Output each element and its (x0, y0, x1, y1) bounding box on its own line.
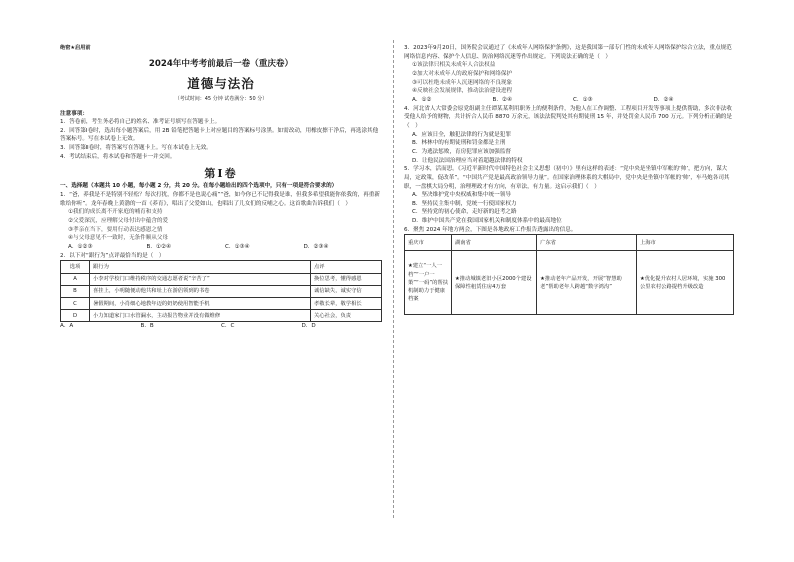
q2-choice-c: C．C (221, 323, 235, 330)
question-5-stem: 5．学习本，活而思。《习近平新时代中国特色社会主义思想（初中）》里有这样的表述：“党中央是坐镇中军帐的‘帅’，把方向，谋大局，定政策，促改革”。“中国共产党是最高政治领导力量”。在国家治理体系的大棋局中，党中央是坐镇中军帐的‘帅’，车马炮各司其职，一盘棋大局分明，治理理政才有方向，有章法，有力量。这启示我们（ ） (404, 166, 730, 190)
volume-heading: 第Ⅰ卷 (204, 167, 238, 181)
table-header: 重庆市 (405, 235, 452, 251)
note-item: 3．回答第Ⅱ卷时，将答案写在答题卡上。写在本试卷上无效。 (60, 145, 212, 152)
table-cell: B (61, 285, 90, 297)
table-cell: ★推动老年产品开发，开展“智慧助老”帮助老年人跨越“数字鸿沟” (537, 251, 637, 315)
table-row (61, 285, 382, 297)
q3-option: ②加大对未成年人的政府保护和网络保护 (412, 70, 513, 77)
secret-mark: 绝密★启用前 (60, 45, 91, 51)
table-header: 上海市 (636, 235, 733, 251)
note-item: 1．答卷前，考生务必将自己的姓名、准考证号填写在答题卡上。 (60, 119, 221, 126)
q1-option: ②父爱深沉，应理解父母付出中蕴含的爱 (68, 218, 169, 225)
table-cell: A (61, 273, 90, 285)
table-row (61, 298, 382, 310)
column-divider (393, 40, 394, 518)
q3-choice-d: D．②④ (653, 96, 674, 103)
q1-option: ④与父母意见不一致时，无条件顺从父母 (68, 235, 169, 242)
q1-choice-b: B．①②④ (146, 244, 171, 251)
q1-option: ①我们的成长离不开家庭的哺育和支持 (68, 209, 163, 216)
table-header: 广东省 (537, 235, 637, 251)
table-row (405, 251, 734, 315)
q5-option-d: D．维护中国共产党在我国国家机关和制度体系中的最高地位 (412, 218, 562, 225)
q1-option: ③孝亲在当下，要用行动表达感恩之情 (68, 226, 163, 233)
q6-table (404, 234, 734, 315)
table-cell: C (61, 298, 90, 310)
q3-choice-c: C．①③ (573, 96, 593, 103)
q3-choice-b: B．②④ (492, 96, 512, 103)
q3-option: ③可以杜绝未成年人沉迷网络的不良现象 (412, 79, 513, 86)
question-4-stem: 4．河北省人大常委会原党组副主任谭某某利用职务上的便利条件，为他人在工作调整、工程项目开发等事项上提供帮助，多次非法收受他人给予的财物，共计折合人民币 8870 万余元，该法法院判处其有期徒刑 15 年，并处罚金人民币 700 万元。下列分析正确的是（ ） (404, 105, 732, 129)
note-item: 4．考试结束后，将本试卷和答题卡一并交回。 (60, 153, 176, 160)
notes-heading: 注意事项： (60, 110, 88, 117)
q3-option: ④反映社会发展规律，推动法治建设进程 (412, 88, 513, 95)
q2-choice-b: B．B (140, 323, 154, 330)
table-cell: 关心社会，负责 (311, 310, 382, 322)
question-3-stem: 3．2023年9月20日，国务院会议通过了《未成年人网络保护条例》，这是我国第一部专门性的未成年人网络保护综合立法，重点规范网络信息内容、保护个人信息、防治网络沉迷等作出规定。下列说法正确的是（ ） (404, 45, 732, 60)
question-6-stem: 6．聚焦 2024 年地方两会，下图是各地政府工作报告透露出的信息。 (404, 226, 577, 233)
table-cell: 小李对学校门口维持秩序的交通志愿者说“辛苦了” (90, 273, 311, 285)
table-row (61, 310, 382, 322)
right-column (404, 44, 734, 315)
q5-option-b: B．坚持民主集中制，党统一行使国家权力 (412, 200, 517, 207)
table-cell: D (61, 310, 90, 322)
q1-choice-d: D．②③④ (303, 244, 329, 251)
table-cell: 孝敬长辈，敬学相长 (311, 298, 382, 310)
table-header-row (405, 235, 734, 251)
section-heading: 一、选择题（本题共 10 小题，每小题 2 分，共 20 分。在每小题给出的四个选项中，只有一项是符合要求的） (60, 183, 338, 190)
table-header: 点评 (311, 261, 382, 273)
table-header-row (61, 261, 382, 273)
q2-table (60, 260, 382, 322)
table-cell: 诚信缺失，诚实守信 (311, 285, 382, 297)
table-cell: 换位思考，懂得感恩 (311, 273, 382, 285)
note-item: 2．回答第Ⅰ卷时，选出每小题答案后，用 2B 铅笔把答题卡上对应题目的答案标号涂黑。如需改动，用橡皮擦干净后，再选涂其他答案标号。写在本试卷上无效。 (60, 127, 379, 143)
table-header: 湖南省 (452, 235, 537, 251)
q5-option-c: C．坚持党的初心使命，走好新的赶考之路 (412, 209, 517, 216)
question-1-stem: 1．“爸，养我是不是特别不轻松？每次打扰，你都不是也说心痛”“爸，如今你已不记得我是谁，但我多希望我能你依我的，再重新歌给你听”。龙年春晚上黄渤的一首《养育》，唱出了父爱如山，也唱出了儿女们的反哺之心。这首歌曲告诉我们（ ） (60, 192, 380, 207)
table-cell: ★建立“一人一档”“一户一策”“一码”的帮扶机制助力于健康档案 (405, 251, 452, 315)
left-column (60, 44, 382, 331)
table-cell: 小力知道家门口水管漏水，主动报告物业并没有做维修 (90, 310, 311, 322)
q1-choices (60, 243, 382, 252)
q5-option-a: A．坚决维护党中央权威和集中统一领导 (412, 192, 511, 199)
table-header: 选项 (61, 261, 90, 273)
table-cell: 喜挂上，小明随便动他共和址上在游侣领到的书卷 (90, 285, 311, 297)
q4-option-b: B．林林中的有期徒刑和罚金都是主刑 (412, 140, 506, 147)
question-2-stem: 2．以下对“跟行为”点评最恰当的是（ ） (60, 252, 165, 259)
table-cell: ★推动城镇老旧小区2000个建设保障性租赁住房4万套 (452, 251, 537, 315)
exam-title: 2024年中考考前最后一卷（重庆卷） (148, 59, 294, 70)
subject-title: 道德与法治 (187, 76, 255, 92)
q2-choice-d: D．D (301, 323, 316, 330)
q4-option-d: D．让他民法国治理应当对着超越法律的特权 (412, 157, 523, 164)
q3-choices (404, 96, 734, 105)
table-row (61, 273, 382, 285)
q2-choice-a: A．A (60, 323, 74, 330)
q3-choice-a: A．①② (412, 96, 432, 103)
table-cell: 暑假期间，小肖细心地教年迈的奶奶使用智能手机 (90, 298, 311, 310)
q3-option: ①该法律只相关未成年人合法权益 (412, 62, 496, 69)
q1-choice-c: C．①③④ (225, 244, 250, 251)
exam-info: （考试时间：45 分钟 试卷满分：50 分） (174, 95, 268, 102)
table-header: 跟行为 (90, 261, 311, 273)
q2-choices (60, 322, 382, 331)
q1-choice-a: A．①②③ (68, 244, 93, 251)
q4-option-a: A．应该日全，触犯法律的行为就是犯罪 (412, 131, 511, 138)
table-cell: ★优化提升农村人居环境，实施 300 公里农村公路提档升级改造 (636, 251, 733, 315)
q4-option-c: C．为逃法惩败，育房犯罪应该加强监督 (412, 148, 512, 155)
